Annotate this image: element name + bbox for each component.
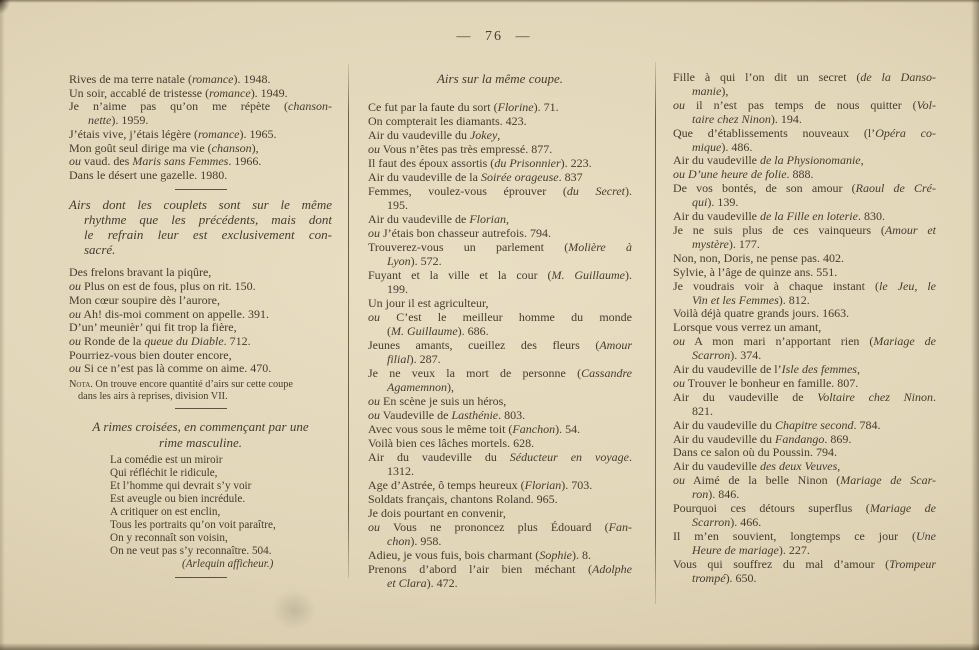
text-line: ou Plus on est de fous, plus on rit. 150.: [69, 279, 256, 294]
text-line: Air du vaudeville du Séducteur en voyage.: [368, 449, 632, 464]
text-line: ou Ronde de la queue du Diable. 712.: [69, 333, 251, 348]
text-line: Air du vaudeville de Voltaire chez Ninon.: [673, 389, 936, 404]
text-line: ou il n’est pas temps de nous quitter (Vol-: [673, 97, 936, 112]
text-line: ou Vaudeville de Lasthénie. 803.: [368, 407, 526, 422]
text-line: J’étais vive, j’étais légère (romance). 1965.: [69, 126, 277, 141]
text-line: Avec vous sous le même toit (Fanchon). 54.: [368, 421, 581, 436]
text-line: Dans le désert une gazelle. 1980.: [69, 167, 228, 182]
text-line: Des frelons bravant la piqûre,: [69, 265, 212, 280]
text-line: nette). 1959.: [88, 113, 149, 128]
text-line: Scarron). 374.: [692, 348, 762, 363]
text-line: Pourriez-vous bien douter encore,: [69, 347, 232, 362]
block-entries: [69, 73, 332, 183]
text-line: ou D’une heure de folie. 888.: [673, 167, 814, 182]
scan-edge-top: [0, 0, 979, 3]
text-line: rime masculine.: [158, 434, 243, 450]
paper-smudge: [272, 590, 316, 630]
block-entries: [368, 100, 632, 590]
column-3: [673, 71, 936, 586]
text-line: ou Vous ne prononcez plus Édouard (Fan-: [368, 519, 632, 534]
text-line: Air du vaudeville de la Soirée orageuse. 837: [368, 169, 583, 184]
text-line: Air du vaudeville de la Physionomanie,: [673, 153, 864, 168]
text-line: De vos bontés, de son amour (Raoul de Cré-: [673, 181, 936, 196]
text-line: Adieu, je vous fuis, bois charmant (Sophie). 8.: [368, 547, 591, 562]
text-line: Tous les portraits qu’on voit paraître,: [110, 519, 276, 532]
column-1: [69, 73, 332, 585]
text-line: Il faut des époux assortis (du Prisonnier). 223.: [368, 155, 592, 170]
text-line: Age d’Astrée, ô temps heureux (Florian). 703.: [368, 477, 593, 492]
block-entries: [69, 266, 332, 376]
column-2: [368, 70, 632, 590]
text-line: Je voudrais voir à chaque instant (le Jeu, le: [673, 278, 936, 293]
text-line: sacré.: [84, 242, 116, 258]
text-line: Rives de ma terre natale (romance). 1948.: [69, 72, 271, 86]
text-line: ou Ah! dis-moi comment on appelle. 391.: [69, 306, 269, 321]
text-line: Prenons d’abord l’air bien méchant (Adolphe: [368, 561, 632, 576]
text-line: Heure de mariage). 227.: [692, 542, 810, 557]
text-line: et Clara). 472.: [387, 575, 458, 590]
text-line: 821.: [692, 403, 713, 418]
text-line: Vous qui souffrez du mal d’amour (Trompeur: [673, 556, 936, 571]
text-line: taire chez Ninon). 194.: [692, 111, 802, 126]
text-line: 195.: [387, 197, 408, 212]
text-line: (Arlequin afficheur.): [182, 558, 274, 571]
block-entries: [673, 71, 936, 586]
text-line: Non, non, Doris, ne pense pas. 402.: [673, 250, 844, 265]
text-line: Et l’homme qui devrait s’y voir: [110, 480, 252, 493]
scan-edge-left: [0, 0, 5, 650]
text-line: On compterait les diamants. 423.: [368, 113, 527, 128]
column-divider-rule-left: [348, 64, 349, 578]
text-line: On y reconnaît son voisin,: [110, 532, 228, 545]
block-verse: [69, 454, 332, 571]
text-line: Je ne suis plus de ces vainqueurs (Amour et: [673, 222, 936, 237]
text-line: Voilà déjà quatre grands jours. 1663.: [673, 306, 850, 321]
text-line: Je dois pourtant en convenir,: [368, 505, 506, 520]
text-line: manie),: [692, 83, 729, 98]
text-line: qui). 139.: [692, 195, 739, 210]
text-line: ou J’étais bon chasseur autrefois. 794.: [368, 225, 551, 240]
text-line: Ce fut par la faute du sort (Florine). 71.: [368, 99, 559, 114]
text-line: 199.: [387, 281, 408, 296]
text-line: Il m’en souvient, longtemps ce jour (Une: [673, 528, 936, 543]
text-line: ou Trouver le bonheur en famille. 807.: [673, 375, 859, 390]
text-line: Jeunes amants, cueillez des fleurs (Amour: [368, 337, 632, 352]
column-divider-rule-right: [655, 62, 656, 604]
text-line: Air du vaudeville du Chapitre second. 784.: [673, 417, 881, 432]
text-line: Femmes, voulez-vous éprouver (du Secret).: [368, 183, 632, 198]
text-line: ou A mon mari n’apportant rien (Mariage de: [673, 334, 937, 349]
text-line: D’un’ meunièr’ qui fit trop la fière,: [69, 320, 237, 335]
block-heading-center: [368, 71, 632, 87]
text-line: Air du vaudeville des deux Veuves,: [673, 459, 841, 474]
text-line: mystère). 177.: [692, 236, 760, 251]
text-line: ou Aimé de la belle Ninon (Mariage de Scar-: [673, 473, 936, 488]
text-line: Trouverez-vous un parlement (Molière à: [368, 239, 632, 254]
block-rule: [175, 189, 227, 190]
text-line: Fille à qui l’on dit un secret (de la Danso-: [673, 70, 936, 84]
text-line: Air du vaudeville du Fandango. 869.: [673, 431, 852, 446]
text-line: Mon goût seul dirige ma vie (chanson),: [69, 140, 259, 155]
text-line: ou En scène je suis un héros,: [368, 393, 507, 408]
text-line: A critiquer on est enclin,: [110, 506, 221, 519]
text-line: Est aveugle ou bien incrédule.: [110, 493, 246, 506]
text-line: Air du vaudeville de Florian,: [368, 211, 509, 226]
text-line: 1312.: [387, 463, 414, 478]
text-line: Nota. On trouve encore quantité d’airs sur cette coupe: [69, 379, 293, 391]
text-line: Airs dont les couplets sont sur le même: [69, 196, 332, 212]
text-line: Lorsque vous verrez un amant,: [673, 320, 822, 335]
text-line: ou Si ce n’est pas là comme on aime. 470.: [69, 361, 272, 376]
text-line: rhythme que les précédents, mais dont: [84, 211, 332, 227]
text-line: ou C’est le meilleur homme du monde: [368, 309, 632, 324]
block-heading-center: [69, 419, 332, 450]
block-nota: [69, 379, 332, 402]
text-line: ron). 846.: [692, 487, 740, 502]
text-line: Un soir, accablé de tristesse (romance). 1949.: [69, 85, 288, 100]
text-line: Airs sur la même coupe.: [436, 71, 563, 86]
text-line: Lyon). 572.: [387, 253, 442, 268]
text-line: La comédie est un miroir: [110, 454, 223, 467]
scan-edge-right: [971, 0, 979, 650]
corner-speck: [0, 0, 10, 14]
page-number: — 76 —: [456, 29, 532, 44]
text-line: le refrain leur est exclusivement con-: [84, 227, 332, 243]
block-heading-block: [69, 197, 332, 258]
text-line: Air du vaudeville de l’Isle des femmes,: [673, 362, 860, 377]
text-line: chon). 958.: [387, 533, 442, 548]
block-rule: [175, 408, 227, 409]
text-line: On ne veut pas s’y reconnaître. 504.: [110, 545, 272, 558]
text-line: Vin et les Femmes). 812.: [692, 292, 810, 307]
text-line: Un jour il est agriculteur,: [368, 295, 489, 310]
text-line: Air du vaudeville de la Fille en loterie. 830.: [673, 209, 885, 224]
text-line: Qui réfléchit le ridicule,: [110, 467, 218, 480]
text-line: Que d’établissements nouveaux (l’Opéra co-: [673, 125, 936, 140]
text-line: ou vaud. des Maris sans Femmes. 1966.: [69, 154, 262, 169]
text-line: ou Vous n’êtes pas très empressé. 877.: [368, 141, 553, 156]
text-line: (M. Guillaume). 686.: [387, 323, 489, 338]
text-line: dans les airs à reprises, division VII.: [78, 390, 228, 402]
text-line: A rimes croisées, en commençant par une: [92, 419, 309, 435]
text-line: Scarron). 466.: [692, 515, 762, 529]
text-line: Sylvie, à l’âge de quinze ans. 551.: [673, 264, 838, 279]
text-line: Agamemnon),: [387, 379, 454, 394]
text-line: Voilà bien ces lâches mortels. 628.: [368, 435, 535, 450]
text-line: trompé). 650.: [692, 570, 757, 585]
text-line: Soldats français, chantons Roland. 965.: [368, 491, 558, 506]
text-line: Air du vaudeville du Jokey,: [368, 127, 501, 142]
text-line: Fuyant et la ville et la cour (M. Guillaume).: [368, 267, 632, 282]
text-line: Pourquoi ces détours superflus (Mariage de: [673, 501, 937, 516]
text-line: filial). 287.: [387, 351, 441, 366]
scan-edge-bottom: [0, 643, 979, 650]
text-line: mique). 486.: [692, 139, 753, 154]
block-rule: [175, 577, 227, 578]
text-line: Mon cœur soupire dès l’aurore,: [69, 292, 220, 307]
text-line: Je n’aime pas qu’on me répète (chanson-: [69, 99, 332, 114]
text-line: Je ne veux la mort de personne (Cassandre: [368, 365, 632, 380]
text-line: Dans ce salon où du Poussin. 794.: [673, 445, 837, 460]
